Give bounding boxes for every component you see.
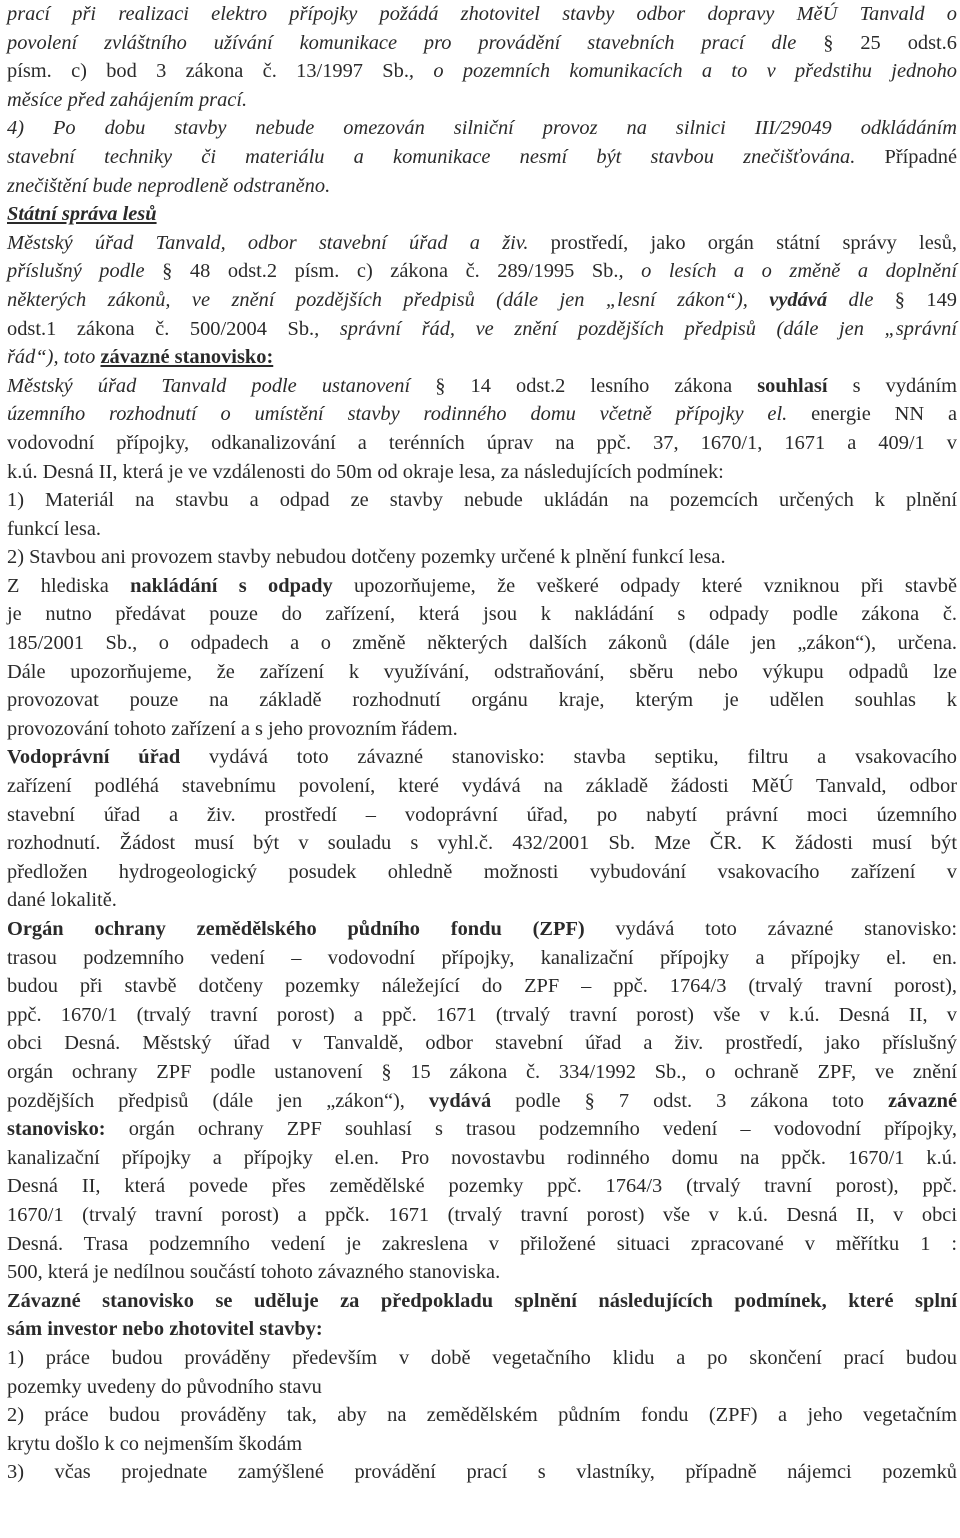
text-run: Vodoprávní úřad: [7, 746, 181, 769]
text-line: [7, 143, 957, 172]
text-run: trasou podzemního vedení – vodovodní přípojky, kanalizační přípojky a přípojky el. en.: [7, 946, 957, 969]
text-run: odst.1 zákona č. 500/2004 Sb.: [7, 317, 315, 340]
text-run: zařízení podléhá stavebnímu povolení, které vydává na základě žádosti MěÚ Tanvald, odbor: [7, 775, 957, 798]
text-run: Desná II, která povede přes zemědělské pozemky ppč. 1764/3 (trvalý travní porost), ppč.: [7, 1175, 957, 1198]
text-run: 2) práce budou prováděny tak, aby na zemědělském půdním fondu (ZPF) a jeho vegetačním: [7, 1404, 957, 1427]
text-line: [7, 315, 957, 344]
text-run: orgán ochrany ZPF souhlasí s trasou podzemního vedení – vodovodní přípojky,: [105, 1118, 957, 1141]
text-run: stavební techniky či materiálu a komunikace nesmí být stavbou znečišťována.: [7, 145, 885, 168]
text-run: 1) práce budou prováděny především v době vegetačního klidu a po skončení prací budou: [7, 1346, 957, 1369]
text-run: energie NN a: [811, 403, 958, 426]
text-line: [7, 1058, 957, 1087]
text-line: [7, 1029, 957, 1058]
text-line: [7, 57, 957, 86]
text-line: [7, 1115, 957, 1144]
text-line: [7, 172, 957, 201]
text-line: [7, 572, 957, 601]
text-run: příslušný podle: [7, 260, 163, 283]
text-line: [7, 972, 957, 1001]
text-run: prostředí, jako orgán státní správy lesů,: [550, 231, 957, 254]
text-run: Orgán ochrany zemědělského půdního fondu (ZPF): [7, 918, 585, 940]
text-run: pozemky uvedeny do původního stavu: [7, 1375, 322, 1398]
text-line: [7, 286, 957, 315]
text-run: sám investor nebo zhotovitel stavby:: [7, 1318, 323, 1341]
text-run: závazné: [887, 1089, 958, 1112]
text-line: [7, 1258, 957, 1287]
text-line: [7, 114, 957, 143]
text-run: , o lesích a o změně a doplnění: [618, 260, 957, 283]
text-run: vydává toto závazné stanovisko: stavba septiku, filtru a vsakovacího: [180, 746, 957, 769]
text-line: [7, 515, 957, 544]
text-run: 1670/1 (trvalý travní porost) a ppčk. 1671 (trvalý travní porost) vše v k.ú. Desná II, v obci: [7, 1203, 957, 1226]
text-line: [7, 715, 957, 744]
text-run: souhlasí: [757, 374, 828, 397]
text-run: § 48 odst.2 písm. c) zákona č. 289/1995 Sb.: [162, 260, 619, 283]
text-run: upozorňujeme, že veškeré odpady které vzniknou při stavbě: [332, 574, 958, 597]
text-run: Dále upozorňujeme, že zařízení k využívání, odstraňování, sběru nebo výkupu odpadů lze: [7, 660, 957, 683]
text-run: k.ú. Desná II, která je ve vzdálenosti do 50m od okraje lesa, za následujících podmínek:: [7, 460, 724, 483]
text-run: provozování tohoto zařízení a s jeho provozním řádem.: [7, 717, 458, 740]
text-run: závazné stanovisko:: [100, 346, 274, 369]
text-run: vodovodní přípojky, odkanalizování a terénních úprav na ppč. 37, 1670/1, 1671 a 409/1 v: [7, 431, 957, 454]
text-run: Městský úřad Tanvald, odbor stavební úřad a živ.: [7, 231, 551, 254]
text-line: [7, 1201, 957, 1230]
text-line: [7, 915, 957, 944]
text-run: kanalizační přípojky a přípojky el.en. Pro novostavbu rodinného domu na ppčk. 1670/1 k.ú.: [7, 1146, 957, 1169]
text-line: [7, 658, 957, 687]
text-run: rozhodnutí. Žádost musí být v souladu s vyhl.č. 432/2001 Sb. Mze ČR. K žádosti musí být: [7, 832, 957, 855]
text-run: § 149: [894, 288, 957, 311]
text-line: [7, 1315, 957, 1344]
text-run: budou při stavbě dotčeny pozemky náležející do ZPF – ppč. 1764/3 (trvalý travní porost),: [7, 975, 957, 998]
text-run: dané lokalitě.: [7, 889, 117, 912]
text-run: Státní správa lesů: [7, 203, 157, 226]
text-line: [7, 1230, 957, 1259]
text-line: [7, 0, 957, 29]
text-run: s vydáním: [827, 374, 957, 397]
text-run: stavební úřad a živ. prostředí – vodoprávní úřad, po nabytí právní moci územního: [7, 803, 957, 826]
text-run: některých zákonů, ve znění pozdějších předpisů (dále jen „lesní zákon“),: [7, 288, 770, 311]
text-line: [7, 543, 957, 572]
text-run: pozdějších předpisů (dále jen „zákon“),: [7, 1089, 429, 1112]
text-line: [7, 1001, 957, 1030]
text-run: 2) Stavbou ani provozem stavby nebudou dotčeny pozemky určené k plnění funkcí lesa.: [7, 546, 726, 569]
text-run: obci Desná. Městský úřad v Tanvaldě, odbor stavební úřad a živ. prostředí, jako příslušný: [7, 1032, 957, 1055]
text-run: znečištění bude neprodleně odstraněno.: [7, 174, 331, 197]
text-run: § 25 odst.6: [823, 31, 957, 54]
text-line: [7, 1373, 957, 1402]
text-run: územního rozhodnutí o umístění stavby rodinného domu včetně přípojky el.: [7, 403, 812, 426]
text-line: [7, 86, 957, 115]
text-line: [7, 686, 957, 715]
text-line: [7, 829, 957, 858]
text-line: [7, 858, 957, 887]
text-line: [7, 600, 957, 629]
text-run: Z hlediska: [7, 574, 131, 597]
text-run: nakládání s odpady: [130, 574, 333, 597]
text-line: [7, 944, 957, 973]
text-line: [7, 29, 957, 58]
text-line: [7, 886, 957, 915]
text-line: [7, 801, 957, 830]
text-run: 1) Materiál na stavbu a odpad ze stavby nebude ukládán na pozemcích určených k plnění: [7, 489, 957, 512]
text-run: Desná. Trasa podzemního vedení je zakreslena v přiložené situaci zpracované v měřítku 1 :: [7, 1232, 957, 1255]
text-line: [7, 429, 957, 458]
text-run: je nutno předávat pouze do zařízení, která jsou k nakládání s odpady podle zákona č.: [7, 603, 957, 626]
text-line: [7, 400, 957, 429]
text-run: Městský úřad Tanvald podle ustanovení: [7, 374, 436, 397]
text-line: [7, 1401, 957, 1430]
text-run: prací při realizaci elektro přípojky požádá zhotovitel stavby odbor dopravy MěÚ Tanvald o: [7, 3, 957, 25]
text-run: měsíce před zahájením prací.: [7, 88, 248, 111]
text-line: [7, 772, 957, 801]
text-run: povolení zvláštního užívání komunikace pro provádění stavebních prací dle: [7, 31, 824, 54]
text-run: předložen hydrogeologický posudek ohledně možnosti vybudování vsakovacího zařízení v: [7, 860, 957, 883]
text-line: [7, 458, 957, 487]
text-run: § 14 odst.2 lesního zákona: [435, 374, 758, 397]
text-line: [7, 1087, 957, 1116]
text-line: [7, 200, 957, 229]
text-run: funkcí lesa.: [7, 517, 101, 540]
text-run: provozovat pouze na základě rozhodnutí orgánu kraje, kterým je udělen souhlas k: [7, 689, 957, 712]
text-line: [7, 1287, 957, 1316]
text-line: [7, 1430, 957, 1459]
text-run: vydává: [428, 1089, 492, 1112]
text-run: Případné: [884, 145, 957, 168]
text-run: podle § 7 odst. 3 zákona toto: [491, 1089, 888, 1112]
text-line: [7, 343, 957, 372]
text-line: [7, 743, 957, 772]
text-line: [7, 1458, 957, 1487]
document-page: [7, 0, 957, 1487]
text-run: orgán ochrany ZPF podle ustanovení § 15 zákona č. 334/1992 Sb., o ochraně ZPF, ve znění: [7, 1060, 957, 1083]
text-run: vydává toto závazné stanovisko:: [584, 918, 957, 940]
text-line: [7, 486, 957, 515]
text-line: [7, 257, 957, 286]
text-run: 185/2001 Sb., o odpadech a o změně některých dalších zákonů (dále jen „zákon“), určena.: [7, 632, 957, 655]
text-run: 3) včas projednate zamýšlené provádění prací s vlastníky, případně nájemci pozemků: [7, 1461, 957, 1484]
text-run: , správní řád, ve znění pozdějších předpisů (dále jen „správní: [314, 317, 958, 340]
text-line: [7, 629, 957, 658]
text-run: 500, která je nedílnou součástí tohoto závazného stanoviska.: [7, 1261, 501, 1284]
text-line: [7, 1344, 957, 1373]
text-run: 4) Po dobu stavby nebude omezován silniční provoz na silnici III/29049 odkládáním: [7, 117, 957, 140]
text-line: [7, 1144, 957, 1173]
text-run: , o pozemních komunikacích a to v předstihu jednoho: [408, 60, 957, 83]
text-run: dle: [827, 288, 895, 311]
text-line: [7, 1172, 957, 1201]
text-line: [7, 372, 957, 401]
text-run: Závazné stanovisko se uděluje za předpokladu splnění následujících podmínek, které splní: [7, 1289, 957, 1312]
text-run: krytu došlo k co nejmenším škodám: [7, 1432, 303, 1455]
text-run: vydává: [769, 288, 828, 311]
text-run: písm. c) bod 3 zákona č. 13/1997 Sb.: [7, 60, 409, 83]
text-run: ppč. 1670/1 (trvalý travní porost) a ppč. 1671 (trvalý travní porost) vše v k.ú. Desná II, v: [7, 1003, 957, 1026]
text-run: řád“), toto: [7, 346, 101, 369]
text-line: [7, 229, 957, 258]
text-run: stanovisko:: [7, 1118, 106, 1141]
